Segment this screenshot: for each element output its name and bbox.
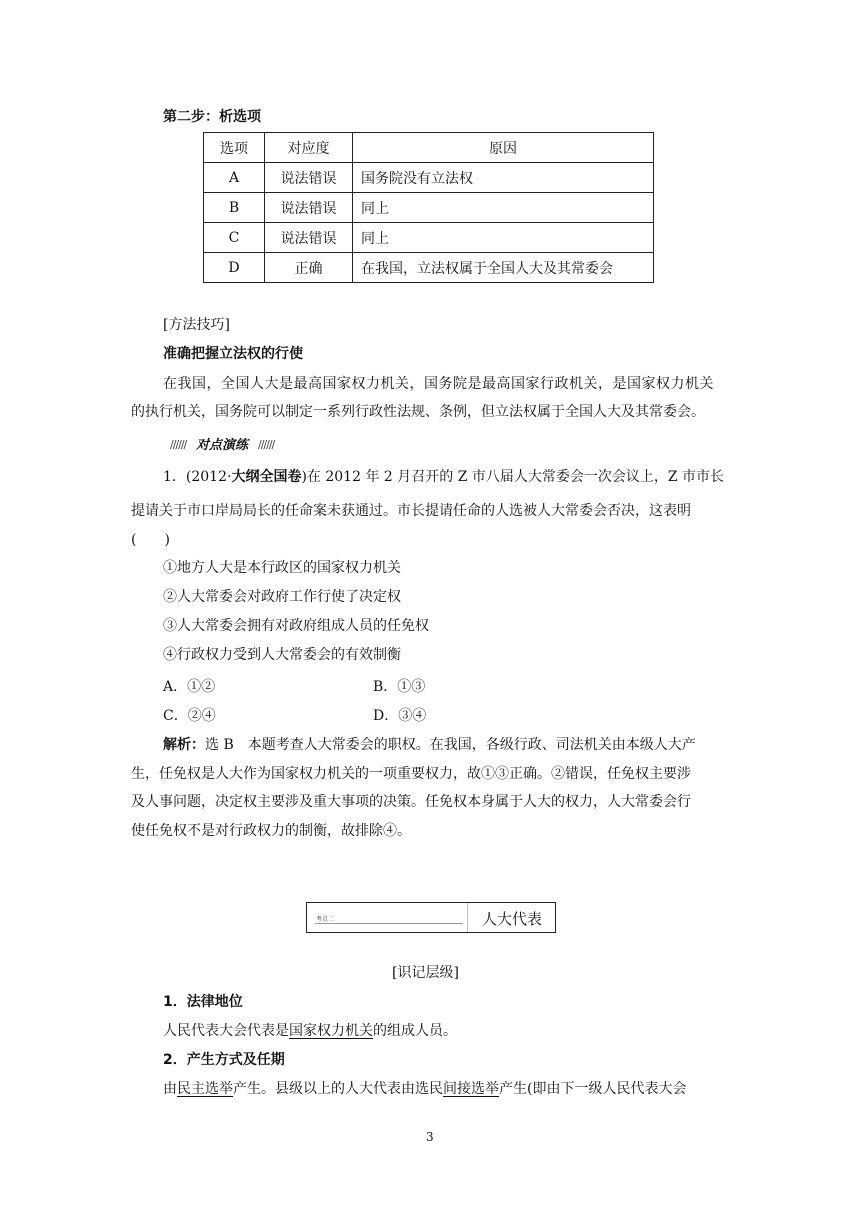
table-cell: 说法错误 (265, 223, 353, 253)
option-a: A．①② (163, 679, 216, 695)
option-c: C．②④ (163, 708, 216, 724)
table-header-cell: 对应度 (265, 133, 353, 163)
hatch-decoration-icon: ////// (170, 438, 187, 451)
table-header-row (204, 133, 654, 163)
method-paragraph-line: 的执行机关，国务院可以制定一系列行政性法规、条例，但立法权属于全国人大及其常委会。 (131, 404, 705, 420)
statement: ④行政权力受到人大常委会的有效制衡 (163, 647, 401, 663)
table-cell: 同上 (353, 223, 654, 253)
analysis-line: 使任免权不是对行政权力的制衡，故排除④。 (131, 823, 411, 839)
statement: ②人大常委会对政府工作行使了决定权 (163, 589, 401, 605)
statement: ③人大常委会拥有对政府组成人员的任免权 (163, 618, 429, 634)
divider (467, 903, 468, 932)
option-d: D．③④ (373, 708, 427, 724)
section-heading: 2．产生方式及任期 (163, 1052, 285, 1068)
option-b: B．①③ (373, 679, 426, 695)
table-header-cell: 选项 (204, 133, 265, 163)
text-span: 产生。县级以上的人大代表由选民 (233, 1081, 443, 1097)
table-row (204, 223, 654, 253)
knowledge-point-box (306, 902, 556, 933)
table-header-cell: 原因 (353, 133, 654, 163)
table-cell: C (204, 223, 265, 253)
knowledge-point-name: 人大代表 (482, 910, 543, 928)
step-heading: 第二步：析选项 (163, 109, 261, 125)
analysis-label: 解析： (163, 737, 205, 753)
practice-banner (170, 436, 288, 453)
analysis-line: 生，任免权是人大作为国家权力机关的一项重要权力，故①③正确。②错误，任免权主要涉 (131, 766, 691, 782)
answer-blank: ( ) (131, 532, 170, 548)
table-cell: 同上 (353, 193, 654, 223)
table-cell: 国务院没有立法权 (353, 163, 654, 193)
analysis-text: 选 B 本题考查人大常委会的职权。在我国，各级行政、司法机关由本级人大产 (205, 737, 696, 753)
question-line (163, 466, 724, 486)
statement: ①地方人大是本行政区的国家权力机关 (163, 560, 401, 576)
knowledge-point-tag: 考点二 (316, 916, 335, 923)
memory-level-label: [识记层级] (392, 965, 459, 981)
hatch-decoration-icon: ////// (258, 438, 275, 451)
method-label: [方法技巧] (163, 317, 230, 333)
table-row (204, 193, 654, 223)
analysis-line: 及人事问题，决定权主要涉及重大事项的决策。任免权本身属于人大的权力，人大常委会行 (131, 794, 691, 810)
table-row (204, 163, 654, 193)
section-heading: 1．法律地位 (163, 994, 243, 1010)
divider (315, 923, 463, 924)
text-span: 人民代表大会代表是 (163, 1023, 289, 1039)
question-number: 1．(2012· (163, 469, 232, 485)
table-row (204, 253, 654, 283)
underlined-term: 间接选举 (443, 1081, 499, 1097)
table-cell: 正确 (265, 253, 353, 283)
section-text (163, 1078, 686, 1098)
options-table (203, 132, 654, 283)
analysis-line (163, 734, 696, 754)
page-number: 3 (426, 1130, 434, 1144)
table-cell: 在我国，立法权属于全国人大及其常委会 (353, 253, 654, 283)
table-cell: A (204, 163, 265, 193)
question-source: 大纲全国卷 (231, 469, 302, 485)
table-cell: 说法错误 (265, 163, 353, 193)
section-text (163, 1020, 457, 1040)
underlined-term: 民主选举 (177, 1081, 233, 1097)
text-span: 的组成人员。 (373, 1023, 457, 1039)
table-cell: B (204, 193, 265, 223)
method-paragraph-line: 在我国，全国人大是最高国家权力机关，国务院是最高国家行政机关，是国家权力机关 (163, 376, 714, 392)
table-cell: D (204, 253, 265, 283)
method-title: 准确把握立法权的行使 (163, 346, 303, 362)
question-text: )在 2012 年 2 月召开的 Z 市八届人大常委会一次会议上，Z 市市长 (301, 469, 725, 485)
text-span: 产生(即由下一级人民代表大会 (499, 1081, 687, 1097)
table-cell: 说法错误 (265, 193, 353, 223)
practice-title: 对点演练 (196, 438, 249, 453)
question-line: 提请关于市口岸局局长的任命案未获通过。市长提请任命的人选被人大常委会否决，这表明 (131, 503, 691, 519)
text-span: 由 (163, 1081, 177, 1097)
underlined-term: 国家权力机关 (289, 1023, 373, 1039)
